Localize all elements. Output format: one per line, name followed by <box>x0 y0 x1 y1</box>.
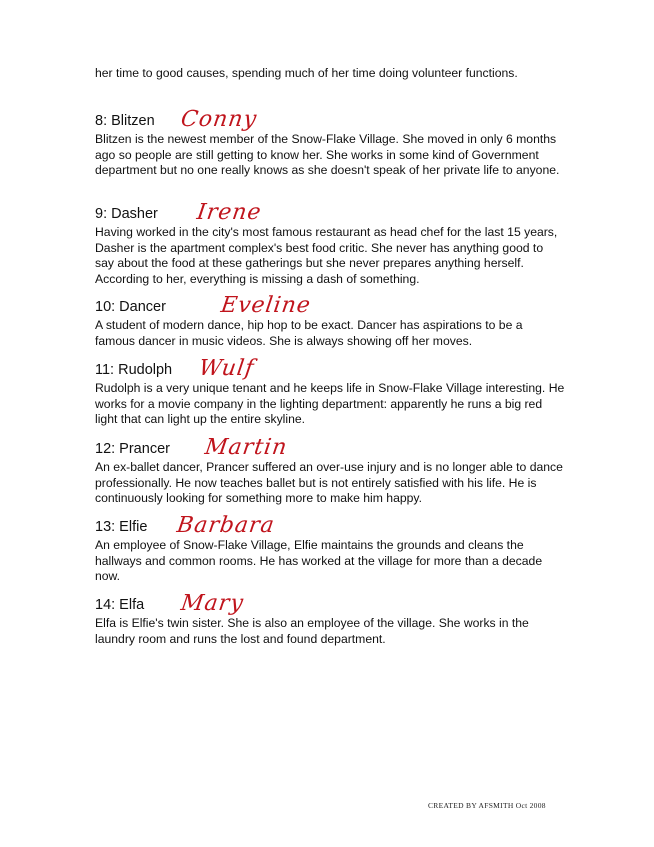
entry-description: Rudolph is a very unique tenant and he keeps life in Snow-Flake Village interesting. He works for a movie company in the lighting department: apparently he runs a big red light that can light up the entire skyline. <box>95 381 565 426</box>
entry-title: 10: Dancer <box>95 299 166 315</box>
handwritten-name: Irene <box>195 200 264 225</box>
entry-header <box>95 512 565 536</box>
entry-title: 12: Prancer <box>95 441 170 457</box>
intro-text: her time to good causes, spending much of her time doing volunteer functions. <box>95 66 518 80</box>
entry-header <box>95 355 565 379</box>
entry-header <box>95 292 565 316</box>
entry-description: An employee of Snow-Flake Village, Elfie maintains the grounds and cleans the hallways and common rooms. He has worked at the village for more than a decade now. <box>95 538 543 583</box>
entry-dancer <box>95 292 565 349</box>
handwritten-name: Eveline <box>219 293 313 318</box>
entry-description: A student of modern dance, hip hop to be exact. Dancer has aspirations to be a famous dancer in music videos. She is always showing off her moves. <box>95 318 523 348</box>
handwritten-name: Conny <box>179 107 259 132</box>
entry-title: 14: Elfa <box>95 597 145 613</box>
entry-header <box>95 106 565 130</box>
entry-elfie <box>95 512 565 585</box>
entry-description: An ex-ballet dancer, Prancer suffered an over-use injury and is no longer able to dance professionally. He now teaches ballet but is not entirely satisfied with his life. He is continuously looking for something more to make him happy. <box>95 460 563 505</box>
handwritten-name: Mary <box>179 591 246 616</box>
entry-header <box>95 590 565 614</box>
entry-description: Blitzen is the newest member of the Snow-Flake Village. She moved in only 6 months ago so people are still getting to know her. She works in some kind of Government department but no one really knows as she doesn't speak of her private life to anyone. <box>95 132 560 177</box>
entry-blitzen <box>95 106 565 179</box>
entry-dasher <box>95 199 565 287</box>
entry-title: 9: Dasher <box>95 206 158 222</box>
handwritten-name: Martin <box>203 435 290 460</box>
entry-title: 13: Elfie <box>95 519 148 535</box>
entry-elfa <box>95 590 565 647</box>
footer-credit: CREATED BY AFSMITH Oct 2008 <box>428 801 546 810</box>
handwritten-name: Wulf <box>197 356 256 381</box>
entry-title: 11: Rudolph <box>95 362 173 378</box>
handwritten-name: Barbara <box>175 513 277 538</box>
entry-rudolph <box>95 355 565 428</box>
entry-title: 8: Blitzen <box>95 113 155 129</box>
entry-description: Having worked in the city's most famous restaurant as head chef for the last 15 years, Dasher is the apartment complex's best food critic. She never has anything good to say about the food at these gatherings but she never prepares anything herself. According to her, everything is missing a dash of something. <box>95 225 558 286</box>
entry-description: Elfa is Elfie's twin sister. She is also an employee of the village. She works in the laundry room and runs the lost and found department. <box>95 616 529 646</box>
entry-header <box>95 199 565 223</box>
entry-prancer <box>95 434 565 507</box>
entry-header <box>95 434 565 458</box>
